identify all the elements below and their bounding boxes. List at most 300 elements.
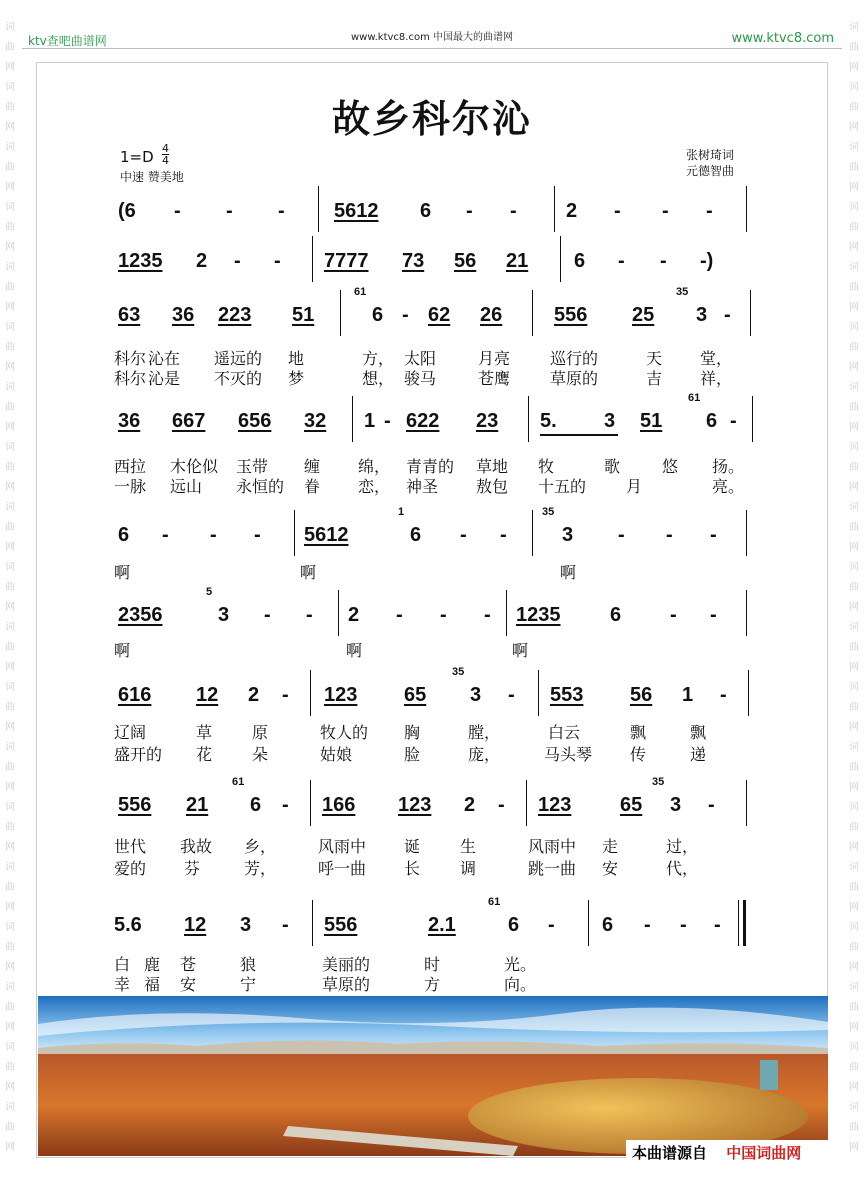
- note: -: [306, 604, 313, 626]
- note: -: [396, 604, 403, 626]
- lyric: 眷: [304, 477, 321, 496]
- note: -: [662, 200, 669, 222]
- note: -: [548, 914, 555, 936]
- note: 12: [184, 914, 207, 936]
- note: 553: [550, 684, 584, 706]
- note: 23: [476, 410, 499, 432]
- watermark-char: 曲: [849, 402, 859, 413]
- watermark-char: 曲: [5, 282, 15, 293]
- lyric: 绵，: [358, 457, 391, 476]
- watermark-char: 曲: [849, 882, 859, 893]
- note: -: [402, 304, 409, 326]
- lyric: 科尔: [114, 369, 147, 388]
- note: -: [282, 684, 289, 706]
- watermark-char: 词: [849, 82, 859, 93]
- lyric: 科尔: [114, 349, 147, 368]
- note: -: [498, 794, 505, 816]
- lyric: 天: [646, 349, 663, 368]
- watermark-char: 网: [5, 62, 15, 73]
- barline: [506, 590, 507, 636]
- barline: [746, 780, 747, 826]
- lyric: 吉: [646, 369, 663, 388]
- lyric: 一脉: [114, 477, 147, 496]
- watermark-char: 词: [849, 262, 859, 273]
- lyric: 马头琴: [544, 745, 593, 764]
- watermark-char: 曲: [5, 522, 15, 533]
- note: -: [710, 604, 717, 626]
- watermark-char: 曲: [5, 222, 15, 233]
- watermark-char: 网: [849, 1142, 859, 1153]
- note: -: [210, 524, 217, 546]
- watermark-char: 词: [5, 802, 15, 813]
- lyric: 光。: [504, 955, 537, 974]
- lyric: 走: [602, 837, 619, 856]
- lyric: 爱的: [114, 859, 147, 878]
- score-line-9: [114, 896, 754, 944]
- watermark-char: 网: [849, 782, 859, 793]
- watermark-char: 曲: [849, 162, 859, 173]
- note: 5.6: [114, 914, 142, 936]
- lyric: 风雨中: [318, 837, 367, 856]
- barline: [748, 670, 749, 716]
- watermark-char: 词: [5, 1042, 15, 1053]
- note: 2: [348, 604, 360, 626]
- watermark-char: 曲: [849, 1122, 859, 1133]
- watermark-char: 网: [849, 1082, 859, 1093]
- watermark-char: 曲: [849, 222, 859, 233]
- note: 21: [506, 250, 529, 272]
- note: 36: [118, 410, 141, 432]
- lyric: 梦: [288, 369, 305, 388]
- lyric: 膛，: [468, 723, 501, 742]
- watermark-char: 词: [5, 922, 15, 933]
- watermark-char: 网: [849, 662, 859, 673]
- note: 6: [602, 914, 614, 936]
- watermark-char: 网: [849, 902, 859, 913]
- note: -: [666, 524, 673, 546]
- lyric: 啊: [114, 641, 131, 660]
- watermark-char: 网: [5, 362, 15, 373]
- watermark-char: 网: [849, 62, 859, 73]
- lyric: 月亮: [478, 349, 511, 368]
- note: 6: [250, 794, 262, 816]
- note: -: [500, 524, 507, 546]
- watermark-char: 网: [849, 962, 859, 973]
- watermark-char: 词: [5, 622, 15, 633]
- lyric: 幸: [114, 975, 131, 994]
- note: 5612: [334, 200, 379, 222]
- lyric: 庞，: [468, 745, 501, 764]
- lyric: 草地: [476, 457, 509, 476]
- note: -: [440, 604, 447, 626]
- note: 26: [480, 304, 503, 326]
- note: 3: [240, 914, 252, 936]
- site-name-left[interactable]: ktv查吧曲谱网: [28, 34, 107, 48]
- watermark-char: 网: [849, 362, 859, 373]
- watermark-char: 词: [849, 442, 859, 453]
- grace-note: 61: [232, 776, 245, 788]
- note: -: [282, 914, 289, 936]
- watermark-char: 网: [5, 1082, 15, 1093]
- note: 51: [640, 410, 663, 432]
- note: -: [724, 304, 731, 326]
- barline: [560, 236, 561, 282]
- lyric: 福: [144, 975, 161, 994]
- note: 6: [610, 604, 622, 626]
- lyric: 方: [424, 975, 441, 994]
- note: 36: [172, 304, 195, 326]
- watermark-char: 词: [5, 562, 15, 573]
- barline: [526, 780, 527, 826]
- watermark-char: 曲: [5, 1122, 15, 1133]
- source-label: 本曲谱源自: [632, 1144, 708, 1162]
- watermark-char: 网: [5, 1142, 15, 1153]
- note: 3: [470, 684, 482, 706]
- watermark-char: 词: [5, 82, 15, 93]
- note: -: [618, 524, 625, 546]
- note: 21: [186, 794, 209, 816]
- lyric: 狼: [240, 955, 257, 974]
- watermark-char: 曲: [849, 1002, 859, 1013]
- lyricist: 张树琦词: [686, 148, 735, 162]
- note: 6: [420, 200, 432, 222]
- note: 3: [562, 524, 574, 546]
- lyric: 扬。: [712, 457, 745, 476]
- barline: [310, 670, 311, 716]
- credits: [686, 147, 734, 179]
- lyric: 诞: [404, 837, 421, 856]
- watermark-char: 网: [5, 662, 15, 673]
- lyric: 沁是: [148, 369, 181, 388]
- watermark-char: 曲: [849, 762, 859, 773]
- grace-note: 35: [542, 506, 555, 518]
- watermark-char: 网: [5, 122, 15, 133]
- watermark-char: 词: [849, 202, 859, 213]
- note: 556: [118, 794, 152, 816]
- watermark-char: 词: [849, 22, 859, 33]
- watermark-char: 网: [849, 302, 859, 313]
- note: 223: [218, 304, 252, 326]
- grassland-illustration: [38, 996, 828, 1156]
- watermark-char: 词: [849, 1042, 859, 1053]
- watermark-char: 词: [5, 382, 15, 393]
- note: 73: [402, 250, 425, 272]
- watermark-char: 网: [849, 602, 859, 613]
- barline: [532, 510, 533, 556]
- note: 25: [632, 304, 655, 326]
- watermark-char: 词: [5, 202, 15, 213]
- lyric: 十五的: [538, 477, 587, 496]
- lyric: 世代: [114, 837, 147, 856]
- watermark-char: 词: [5, 862, 15, 873]
- lyric: 歌: [604, 457, 621, 476]
- watermark-char: 曲: [5, 582, 15, 593]
- note: 65: [404, 684, 427, 706]
- grace-note: 61: [488, 896, 501, 908]
- lyric: 啊: [560, 563, 577, 582]
- lyric: 长: [404, 859, 421, 878]
- barline: [352, 396, 353, 442]
- watermark-char: 词: [5, 322, 15, 333]
- watermark-char: 曲: [5, 342, 15, 353]
- watermark-char: 曲: [5, 702, 15, 713]
- lyric: 恋，: [358, 477, 391, 496]
- watermark-char: 曲: [5, 762, 15, 773]
- watermark-char: 曲: [849, 102, 859, 113]
- note: -: [708, 794, 715, 816]
- lyric: 不灭的: [214, 369, 263, 388]
- lyric: 草原的: [322, 975, 371, 994]
- time-signature: [162, 143, 169, 166]
- note: 6: [372, 304, 384, 326]
- lyric: 玉带: [236, 457, 269, 476]
- lyric: 美丽的: [322, 955, 371, 974]
- watermark-char: 网: [5, 242, 15, 253]
- barline: [746, 510, 747, 556]
- lyric: 沁在: [148, 349, 181, 368]
- lyric: 生: [460, 837, 477, 856]
- note: -: [706, 200, 713, 222]
- watermark-char: 词: [5, 262, 15, 273]
- key-signature: 1=D: [120, 148, 154, 166]
- composer: 元德智曲: [686, 164, 735, 178]
- watermark-char: 网: [5, 782, 15, 793]
- note: 2: [566, 200, 578, 222]
- lyric: 我故: [180, 837, 213, 856]
- note: 667: [172, 410, 206, 432]
- watermark-char: 词: [5, 502, 15, 513]
- note: 65: [620, 794, 643, 816]
- watermark-char: 网: [849, 842, 859, 853]
- note: -: [670, 604, 677, 626]
- lyric: 啊: [114, 563, 131, 582]
- time-top: 4: [162, 142, 169, 155]
- lyric: 月: [626, 477, 643, 496]
- lyric: 苍: [180, 955, 197, 974]
- watermark-char: 曲: [849, 822, 859, 833]
- watermark-char: 曲: [849, 702, 859, 713]
- lyric: 永恒的: [236, 477, 285, 496]
- note: 123: [398, 794, 432, 816]
- watermark-char: 网: [5, 542, 15, 553]
- barline: [588, 900, 589, 946]
- watermark-char: 曲: [5, 942, 15, 953]
- watermark-char: 曲: [5, 642, 15, 653]
- lyric: 白云: [548, 723, 581, 742]
- watermark-char: 词: [5, 1102, 15, 1113]
- score-line-2: [114, 250, 754, 280]
- watermark-char: 词: [849, 1102, 859, 1113]
- note: 3: [696, 304, 708, 326]
- lyric: 啊: [300, 563, 317, 582]
- watermark-char: 网: [849, 722, 859, 733]
- watermark-char: 网: [849, 122, 859, 133]
- lyric: 牧人的: [320, 723, 369, 742]
- lyric: 啊: [512, 641, 529, 660]
- score-line-5: [114, 506, 754, 554]
- note: -: [254, 524, 261, 546]
- watermark-char: 曲: [5, 882, 15, 893]
- lyric: 调: [460, 859, 477, 878]
- watermark-char: 曲: [849, 582, 859, 593]
- lyric: 苍鹰: [478, 369, 511, 388]
- watermark-char: 网: [849, 182, 859, 193]
- watermark-char: 网: [5, 602, 15, 613]
- lyric: 想，: [362, 369, 395, 388]
- lyric: 宁: [240, 975, 257, 994]
- score-line-8: [114, 776, 754, 824]
- watermark-char: 曲: [5, 462, 15, 473]
- watermark-char: 曲: [849, 1062, 859, 1073]
- lyric: 太阳: [404, 349, 437, 368]
- note: 6: [118, 524, 130, 546]
- lyric: 盛开的: [114, 745, 163, 764]
- lyric: 朵: [252, 745, 269, 764]
- lyric: 花: [196, 745, 213, 764]
- note: 32: [304, 410, 327, 432]
- lyric: 呼一曲: [318, 859, 367, 878]
- note: 6: [706, 410, 718, 432]
- score-line-7: [114, 666, 754, 714]
- note: (6: [118, 200, 136, 222]
- time-bottom: 4: [162, 154, 169, 167]
- watermark-char: 词: [849, 982, 859, 993]
- note: -: [660, 250, 667, 272]
- watermark-char: 词: [5, 22, 15, 33]
- lyric: 原: [252, 723, 269, 742]
- watermark-char: 网: [5, 422, 15, 433]
- lyric: 敖包: [476, 477, 509, 496]
- watermark-char: 词: [849, 922, 859, 933]
- grace-note: 1: [398, 506, 405, 518]
- note: 6: [410, 524, 422, 546]
- note: 616: [118, 684, 152, 706]
- note: 6: [508, 914, 520, 936]
- watermark-char: 曲: [849, 642, 859, 653]
- lyric: 牧: [538, 457, 555, 476]
- note: -: [460, 524, 467, 546]
- lyric: 姑娘: [320, 745, 353, 764]
- note: -: [644, 914, 651, 936]
- grassland-photo: [38, 996, 828, 1156]
- note: -: [384, 410, 391, 432]
- note: -: [226, 200, 233, 222]
- watermark-char: 曲: [5, 42, 15, 53]
- lyric: 草原的: [550, 369, 599, 388]
- note: 1235: [516, 604, 561, 626]
- grace-note: 35: [452, 666, 465, 678]
- note: -: [282, 794, 289, 816]
- note: 166: [322, 794, 356, 816]
- barline: [294, 510, 295, 556]
- watermark-char: 词: [849, 742, 859, 753]
- lyric: 安: [180, 975, 197, 994]
- lyric: 过，: [666, 837, 699, 856]
- lyric: 向。: [504, 975, 537, 994]
- watermark-char: 网: [5, 482, 15, 493]
- note: 2.1: [428, 914, 456, 936]
- note: 3: [670, 794, 682, 816]
- note: 3: [218, 604, 230, 626]
- barline: [746, 186, 747, 232]
- watermark-char: 网: [5, 842, 15, 853]
- watermark-char: 曲: [5, 1002, 15, 1013]
- note: 2: [196, 250, 208, 272]
- barline: [312, 900, 313, 946]
- note: 556: [554, 304, 588, 326]
- lyric: 传: [630, 745, 647, 764]
- watermark-char: 曲: [849, 942, 859, 953]
- tempo-marking: 中速 赞美地: [120, 170, 184, 184]
- note: -: [264, 604, 271, 626]
- note: 2: [464, 794, 476, 816]
- watermark-char: 曲: [5, 102, 15, 113]
- note: 123: [324, 684, 358, 706]
- lyric: 西拉: [114, 457, 147, 476]
- barline: [310, 780, 311, 826]
- note: 56: [630, 684, 653, 706]
- watermark-char: 曲: [849, 462, 859, 473]
- grace-note: 61: [354, 286, 367, 298]
- watermark-char: 曲: [5, 162, 15, 173]
- score-line-1: [114, 200, 754, 230]
- lyric: 胸: [404, 723, 421, 742]
- note: 123: [538, 794, 572, 816]
- note: -: [510, 200, 517, 222]
- watermark-char: 词: [849, 802, 859, 813]
- watermark-char: 词: [849, 562, 859, 573]
- note: 2: [248, 684, 260, 706]
- note: 62: [428, 304, 451, 326]
- note: 12: [196, 684, 219, 706]
- lyric: 遥远的: [214, 349, 263, 368]
- grace-note: 35: [652, 776, 665, 788]
- lyric: 辽阔: [114, 723, 147, 742]
- note: 51: [292, 304, 315, 326]
- grace-note: 61: [688, 392, 701, 404]
- note: 3: [604, 410, 616, 432]
- lyric: 地: [288, 349, 305, 368]
- note: -: [162, 524, 169, 546]
- lyric: 代，: [666, 859, 699, 878]
- lyric: 堂，: [700, 349, 733, 368]
- watermark-char: 词: [5, 742, 15, 753]
- grace-note: 35: [676, 286, 689, 298]
- note: -: [508, 684, 515, 706]
- barline: [528, 396, 529, 442]
- source-site-link[interactable]: 中国词曲网: [726, 1144, 802, 1162]
- lyric: 草: [196, 723, 213, 742]
- watermark-char: 网: [5, 182, 15, 193]
- site-url-right[interactable]: www.ktvc8.com: [731, 31, 834, 46]
- note: 1: [364, 410, 376, 432]
- watermark-char: 网: [5, 962, 15, 973]
- lyric: 缠: [304, 457, 321, 476]
- watermark-char: 网: [849, 482, 859, 493]
- lyric: 白: [114, 955, 131, 974]
- lyric: 安: [602, 859, 619, 878]
- lyric: 亮。: [712, 477, 745, 496]
- lyric: 跳一曲: [528, 859, 577, 878]
- barline: [752, 396, 753, 442]
- note: -: [466, 200, 473, 222]
- source-credit: [626, 1140, 832, 1166]
- barline: [746, 590, 747, 636]
- lyric: 时: [424, 955, 441, 974]
- note: -: [730, 410, 737, 432]
- grace-note: 5: [206, 586, 213, 598]
- header-divider: [22, 48, 842, 49]
